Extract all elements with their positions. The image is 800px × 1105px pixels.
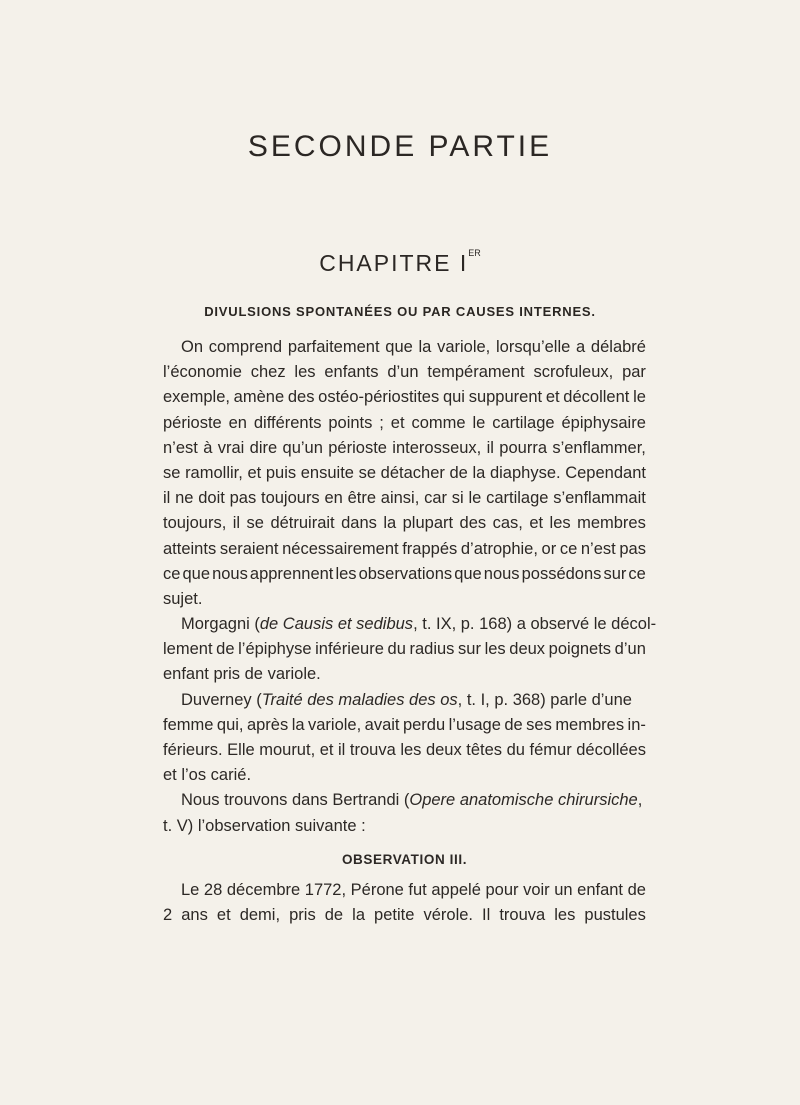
word: comme [411,413,466,432]
word: la [383,514,397,533]
word: après [246,715,289,734]
word: puis [265,463,297,482]
paragraph-4 [163,788,646,838]
word: mourut, [259,741,316,759]
word: détruirait [270,514,335,533]
word: se [246,514,264,533]
word: enfants [324,363,379,382]
word: en [228,413,247,432]
text-line [163,688,646,713]
text-line [163,713,646,738]
word: ses [526,715,552,734]
word: que [385,338,413,356]
word: car [424,489,447,508]
text-line [163,763,646,788]
word: deux [425,741,462,759]
line-text: , t. I, p. 368) parle d’une [457,690,632,709]
word: s’enflammait [553,489,646,508]
word: que [182,564,211,583]
word: de [449,463,468,482]
word: du [506,741,525,759]
word: variole, [307,715,362,734]
line-text: Duverney ( [181,690,262,709]
text-line [163,814,646,839]
word: si [451,489,464,508]
word: et [545,388,560,407]
word: nous [212,564,248,583]
word: atteints [163,539,217,558]
word: ce [628,564,646,583]
word: lement [163,640,213,659]
word: voir [523,880,550,899]
word: pourra [499,438,547,457]
word: d’un [614,640,646,659]
word: seraient [219,539,279,558]
word: radius [409,640,455,659]
word: férieurs. [163,741,223,759]
text-line [163,587,646,612]
text-line [163,903,646,928]
word: et [247,463,262,482]
text-line [163,788,646,813]
word: poignets [548,640,612,659]
word: chez [250,363,286,382]
word: cas, [492,514,523,533]
word: des [287,388,315,407]
word: nécessairement [282,539,399,558]
word: observations [358,564,453,583]
word: scrofuleux, [533,363,614,382]
word: pour [485,880,519,899]
word: suppurent [468,388,543,407]
word: têtes [466,741,503,759]
part-title: SECONDE PARTIE [247,130,553,163]
word: plupart [402,514,454,533]
word: ce [559,539,578,558]
word: ramollir, [185,463,243,482]
citation-title: de Causis et sedibus [259,615,414,634]
word: in- [627,715,646,734]
line-text: Morgagni ( [181,615,260,634]
line-text: sujet. [163,589,203,608]
word: la [352,906,365,925]
word: le [468,489,482,508]
word: fut [408,880,427,899]
word: périoste [163,413,222,432]
word: Il [482,906,491,925]
paragraph-2 [163,612,657,688]
text-line [163,537,646,562]
word: amène [233,388,285,407]
word: vérole. [423,906,473,925]
word: lorsqu’elle [496,338,571,356]
word: délabré [590,338,646,356]
word: épiphysaire [561,413,646,432]
line-text: Nous trouvons dans Bertrandi ( [181,791,410,810]
word: être [347,489,377,508]
word: décembre [226,880,301,899]
word: 1772, [304,880,347,899]
chapter-title [0,250,800,277]
word: pas [619,539,646,558]
text-line [163,461,646,486]
text-line [163,335,646,360]
word: de [627,880,646,899]
word: n’est [580,539,616,558]
word: 2 [163,906,173,925]
word: détacher [380,463,445,482]
word: points [328,413,373,432]
word: que [454,564,482,583]
word: et [216,906,231,925]
word: petite [374,906,415,925]
word: a [576,338,586,356]
word: l’usage [448,715,501,734]
word: n’est [163,438,198,457]
text-line [163,612,657,637]
word: les [549,514,571,533]
text-line [163,385,646,410]
word: il [338,741,346,759]
line-text: et l’os carié. [163,766,252,785]
word: du [387,640,406,659]
chapter-title-text: CHAPITRE I [319,250,469,276]
text-line [163,411,646,436]
chapter-superscript: ER [468,248,481,258]
word: il [232,514,241,533]
word: et [390,413,405,432]
paragraph-5 [163,878,646,928]
citation-title: Traité des maladies des os [261,690,458,709]
word: ; [379,413,384,432]
line-text: t. V) l’observation suivante : [163,816,366,835]
word: décollent [563,388,630,407]
word: femme [163,715,214,734]
word: cartilage [486,489,549,508]
word: On [181,338,204,356]
word: variole, [437,338,491,356]
word: inférieure [315,640,384,659]
word: perdu [402,715,446,734]
word: le [633,388,646,407]
word: d’un [387,363,419,382]
word: doit [198,489,225,508]
word: ce [163,564,181,583]
word: qu’un [282,438,323,457]
word: les [335,564,357,583]
text-line [163,637,646,662]
word: Pérone [350,880,404,899]
word: et [319,741,334,759]
word: dire [249,438,278,457]
text-line [163,436,646,461]
word: en [324,489,343,508]
word: trouva [349,741,396,759]
word: possédons [521,564,602,583]
word: diaphyse. [489,463,561,482]
word: périoste [328,438,387,457]
word: fémur [529,741,572,759]
word: parfaitement [287,338,380,356]
word: apprennent [249,564,334,583]
word: comprend [208,338,283,356]
paragraph-3 [163,688,646,789]
word: pris [289,906,316,925]
text-line [163,662,646,687]
word: or [541,539,557,558]
word: tempérament [427,363,525,382]
word: il [163,489,171,508]
word: ans [181,906,208,925]
word: la [418,338,432,356]
word: de [216,640,235,659]
body-text [163,335,657,928]
word: les [400,741,422,759]
section-heading: DIVULSIONS SPONTANÉES OU PAR CAUSES INTERNES. [204,304,596,319]
word: ensuite [300,463,354,482]
word: nous [483,564,520,583]
word: d’atrophie, [460,539,538,558]
word: vrai [217,438,245,457]
word: les [294,363,316,382]
word: trouva [499,906,546,925]
line-text: , t. IX, p. 168) a observé le décol- [413,615,657,634]
word: appelé [431,880,481,899]
word: sur [458,640,481,659]
line-text: , [637,791,643,810]
word: cartilage [492,413,555,432]
word: exemple, [163,388,230,407]
word: par [622,363,646,382]
word: Le [181,880,200,899]
word: l’épiphyse [238,640,312,659]
word: à [203,438,213,457]
text-line [163,562,646,587]
word: frappés [402,539,458,558]
word: la [472,463,486,482]
word: se [358,463,377,482]
word: les [554,906,576,925]
paragraph-1 [163,335,646,612]
word: membres [555,715,625,734]
word: Elle [227,741,255,759]
text-line [163,878,646,903]
word: interosseux, [392,438,482,457]
word: différents [253,413,322,432]
word: demi, [239,906,281,925]
word: pustules [584,906,646,925]
word: un [554,880,573,899]
word: ostéo-périostites [318,388,440,407]
line-text: enfant pris de variole. [163,665,321,684]
word: deux [509,640,546,659]
text-line [163,738,646,763]
word: toujours, [163,514,227,533]
word: qui [442,388,465,407]
word: les [484,640,506,659]
text-line [163,360,646,385]
word: membres [577,514,646,533]
word: décollées [576,741,646,759]
word: pas [229,489,257,508]
word: sur [603,564,627,583]
citation-title: Opere anatomische chirursiche [409,791,638,810]
word: il [486,438,494,457]
word: qui, [216,715,244,734]
observation-heading: OBSERVATION III. [341,851,468,867]
word: enfant [577,880,624,899]
word: 28 [203,880,223,899]
word: de [504,715,523,734]
text-line [163,511,646,536]
text-line [163,486,646,511]
word: se [163,463,181,482]
word: dans [341,514,377,533]
word: des [459,514,487,533]
word: de [324,906,344,925]
word: ainsi, [380,489,420,508]
word: avait [364,715,400,734]
word: le [472,413,486,432]
word: l’économie [163,363,242,382]
word: Cependant [565,463,646,482]
word: et [529,514,544,533]
word: s’enflammer, [552,438,646,457]
word: toujours [260,489,320,508]
word: la [291,715,305,734]
word: ne [175,489,194,508]
